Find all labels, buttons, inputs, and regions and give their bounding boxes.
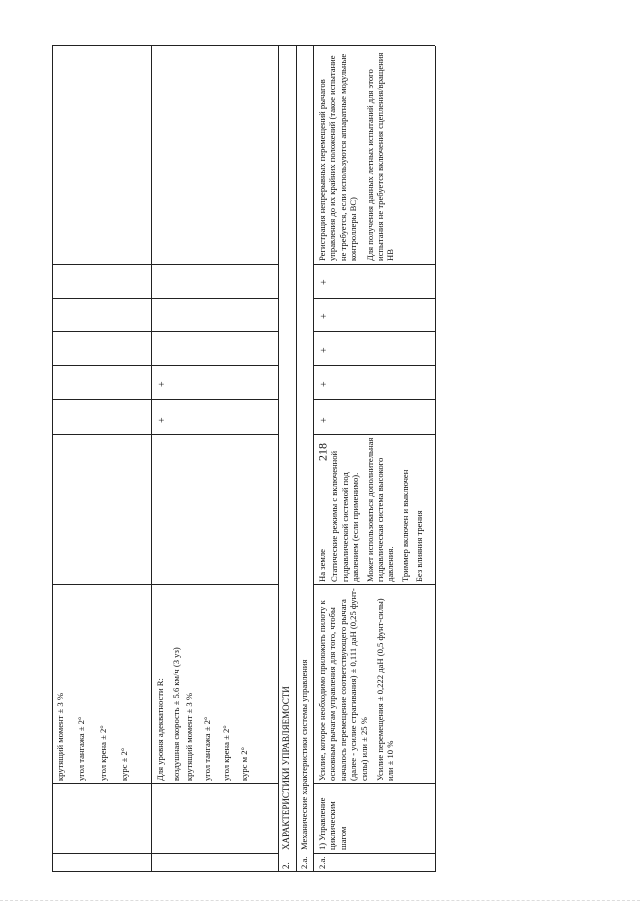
row-number: 2.а. [317,856,327,869]
section-number: 2. [281,862,291,869]
condition-line: Без влияния трения [414,510,425,582]
row-conditions [317,437,433,582]
col-divider [52,584,278,585]
param-line: угол тангажа ± 2° [76,716,87,781]
param-line: курс м 2° [239,747,250,781]
tolerance-paragraph: Усилие перемещения ± 0,222 даН (0,5 фунт-силы) или ± 10 % [375,598,396,781]
param-line: крутящий момент ± 3 % [183,692,194,781]
table-border-right [52,45,435,46]
condition-line: Может использоваться дополнительная гидравлическая система высокого давления. [364,437,396,582]
col-divider [52,365,278,366]
plus-mark: + [157,417,168,423]
note-paragraph: Регистрация непрерывных перемещений рычагов управления до их крайних положений (такое испытание не требуется, если используются аппаратные модульные контроллеры ВС) [317,53,359,261]
plus-mark: + [157,381,168,387]
param-line: крутящий момент ± 3 % [55,692,65,781]
rotated-table-frame [52,46,435,872]
plus-mark: + [319,313,330,319]
col-divider [52,853,278,854]
row-divider [296,46,297,872]
col-divider [52,783,278,784]
param-line: угол крена ± 2° [220,725,231,781]
col-divider [313,365,435,366]
row-tolerance [317,587,433,781]
col-divider [313,783,435,784]
param-line: курс ± 2° [119,747,130,781]
table-border-bottom [435,46,436,872]
col-divider [313,434,435,435]
tolerance-paragraph: Усилие, которое необходимо приложить пилоту к основным рычагам управления для того, чтобы началось перемещение соответствующего рычага (далее - усилие страгивания) ± 0,111 даН (0,25 фунт-силы) или ± 25 % [317,588,369,781]
param-line: угол крена ± 2° [97,725,108,781]
col-divider [313,331,435,332]
condition-line: Триммер включен и выключен [399,469,410,582]
row-divider [151,46,152,872]
col-divider [52,331,278,332]
param-line: воздушная скорость ± 5.6 км/ч (3 уз) [171,647,182,781]
row-notes [317,49,433,261]
subsection-title: Механические характеристики системы управления [299,659,309,850]
table-border-top [52,46,53,872]
col-divider [313,264,435,265]
row-divider [313,46,314,872]
param-line: Для уровня адекватности R: [155,678,165,781]
section-title: ХАРАКТЕРИСТИКИ УПРАВЛЯЕМОСТИ [281,686,291,850]
col-divider [52,298,278,299]
condition-line: На земле [317,549,327,582]
plus-mark: + [319,417,330,423]
plus-mark: + [319,279,330,285]
row-name: 1) Управление циклическим шагом [317,797,348,850]
col-divider [52,399,278,400]
col-divider [313,298,435,299]
note-paragraph: Для получения данных летных испытаний для этого испытания не требуется включения сцепления/вращения НВ [364,52,396,261]
param-line: угол тангажа ± 2° [202,716,213,781]
plus-mark: + [319,381,330,387]
col-divider [52,264,278,265]
col-divider [52,434,278,435]
condition-line: Статические режимы с включенной гидравлической системой под давлением (если применимо). [329,450,361,582]
col-divider [313,399,435,400]
subsection-number: 2.а. [299,856,309,869]
row-divider [278,46,279,872]
col-divider [313,584,435,585]
col-divider [313,853,435,854]
spec-table [52,46,435,872]
tolerance-cell-level-r [155,587,276,781]
page-number: 218 [315,443,330,461]
scan-edge [0,900,640,905]
table-border-left [52,871,435,872]
tolerance-cell-torque [55,587,149,781]
plus-mark: + [319,347,330,353]
